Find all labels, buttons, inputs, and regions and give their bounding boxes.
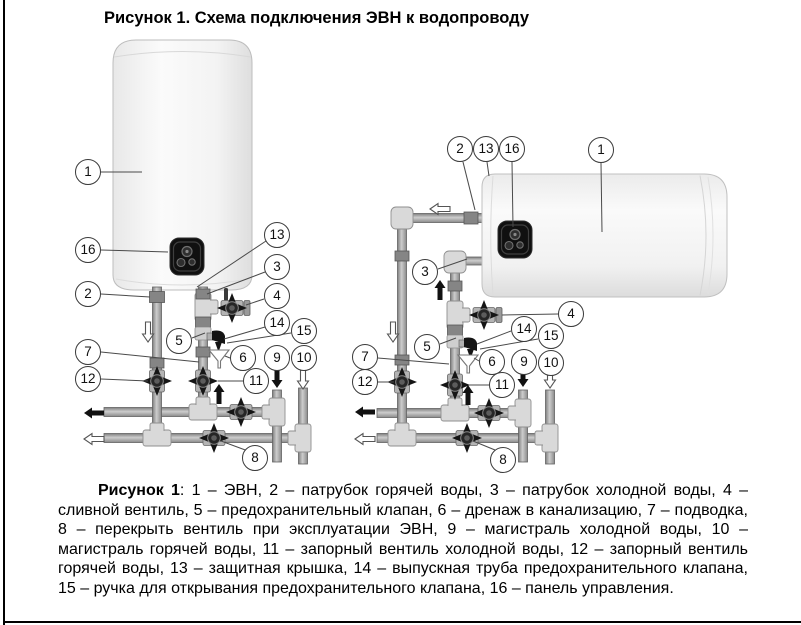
drain-funnel bbox=[458, 355, 478, 373]
cold-out-arrow bbox=[84, 408, 104, 419]
callout-left-16: 16 bbox=[75, 237, 101, 263]
cold-main-arrow bbox=[272, 368, 283, 388]
figure-caption bbox=[58, 481, 748, 599]
callout-right-5: 5 bbox=[414, 334, 440, 360]
callout-left-3: 3 bbox=[264, 254, 290, 280]
callout-left-7: 7 bbox=[75, 339, 101, 365]
callout-right-8: 8 bbox=[490, 447, 516, 473]
hot-out-arrow bbox=[355, 434, 375, 445]
cold-up-arrow bbox=[214, 384, 225, 404]
callout-right-12: 12 bbox=[352, 369, 378, 395]
right-diagram bbox=[355, 162, 727, 464]
cold-line-valve bbox=[226, 397, 256, 427]
cold-up-arrow bbox=[463, 385, 474, 405]
callout-left-11: 11 bbox=[243, 368, 269, 394]
cold-line-valve bbox=[474, 398, 504, 428]
callout-left-5: 5 bbox=[166, 328, 192, 354]
drain-funnel bbox=[209, 350, 229, 368]
control-panel-icon bbox=[498, 221, 532, 258]
caption-text: : 1 – ЭВН, 2 – патрубок горячей воды, 3 – патрубок холодной воды, 4 – сливной вентиль, 5 – предохранительный клапан, 6 – дренаж в канализацию, 7 – подводка, 8 – перекрыть вентиль при эксплуатации ЭВН, 9 – магистраль холодной воды, 10 – магистраль горячей воды, 11 – запорный вентиль холодной воды, 12 – запорный вентиль горячей воды, 13 – защитная крышка, 14 – выпускная труба предохранительного клапана, 15 – ручка для открывания предохранительного клапана, 16 – панель управления. bbox=[58, 482, 748, 597]
callout-right-9: 9 bbox=[511, 349, 537, 375]
callout-right-4: 4 bbox=[558, 301, 584, 327]
callout-left-14: 14 bbox=[264, 310, 290, 336]
callout-left-1: 1 bbox=[75, 159, 101, 185]
callout-right-3: 3 bbox=[412, 259, 438, 285]
hot-main-arrow bbox=[298, 369, 309, 389]
power-cable bbox=[224, 288, 228, 301]
cold-shutoff-valve bbox=[188, 366, 218, 396]
callout-right-7: 7 bbox=[352, 344, 378, 370]
callout-left-6: 6 bbox=[230, 345, 256, 371]
safety-valve-handle bbox=[464, 338, 477, 351]
callout-left-13: 13 bbox=[264, 222, 290, 248]
hot-out-arrow bbox=[84, 434, 104, 445]
cold-inlet-stub bbox=[464, 257, 484, 265]
callout-right-2: 2 bbox=[447, 136, 473, 162]
callout-right-13: 13 bbox=[473, 136, 499, 162]
callout-right-15: 15 bbox=[538, 323, 564, 349]
bypass-valve bbox=[199, 423, 229, 453]
elbow-fitting bbox=[391, 207, 413, 229]
caption-label: Рисунок 1 bbox=[98, 482, 180, 499]
drain-valve bbox=[217, 293, 247, 323]
callout-left-2: 2 bbox=[75, 281, 101, 307]
callout-left-10: 10 bbox=[291, 345, 317, 371]
callout-right-11: 11 bbox=[489, 372, 515, 398]
callout-right-14: 14 bbox=[511, 316, 537, 342]
callout-right-6: 6 bbox=[479, 349, 505, 375]
callout-right-1: 1 bbox=[588, 137, 614, 163]
callout-right-16: 16 bbox=[499, 136, 525, 162]
cold-up-arrow bbox=[435, 280, 446, 300]
safety-valve-handle bbox=[212, 331, 225, 344]
callout-left-9: 9 bbox=[264, 345, 290, 371]
control-panel-icon bbox=[170, 238, 204, 275]
left-diagram bbox=[84, 40, 311, 464]
elbow-fitting bbox=[444, 251, 466, 273]
callout-right-10: 10 bbox=[538, 350, 564, 376]
cold-out-arrow bbox=[355, 407, 375, 418]
callout-left-8: 8 bbox=[242, 445, 268, 471]
hot-down-arrow bbox=[143, 322, 154, 342]
bypass-valve bbox=[452, 423, 482, 453]
hot-down-arrow bbox=[388, 322, 399, 342]
drain-valve bbox=[469, 300, 499, 330]
callout-left-12: 12 bbox=[75, 366, 101, 392]
figure-title: Рисунок 1. Схема подключения ЭВН к водопроводу bbox=[104, 9, 530, 27]
callout-left-15: 15 bbox=[291, 318, 317, 344]
callout-left-4: 4 bbox=[264, 283, 290, 309]
hot-out-arrow-top bbox=[430, 204, 450, 215]
